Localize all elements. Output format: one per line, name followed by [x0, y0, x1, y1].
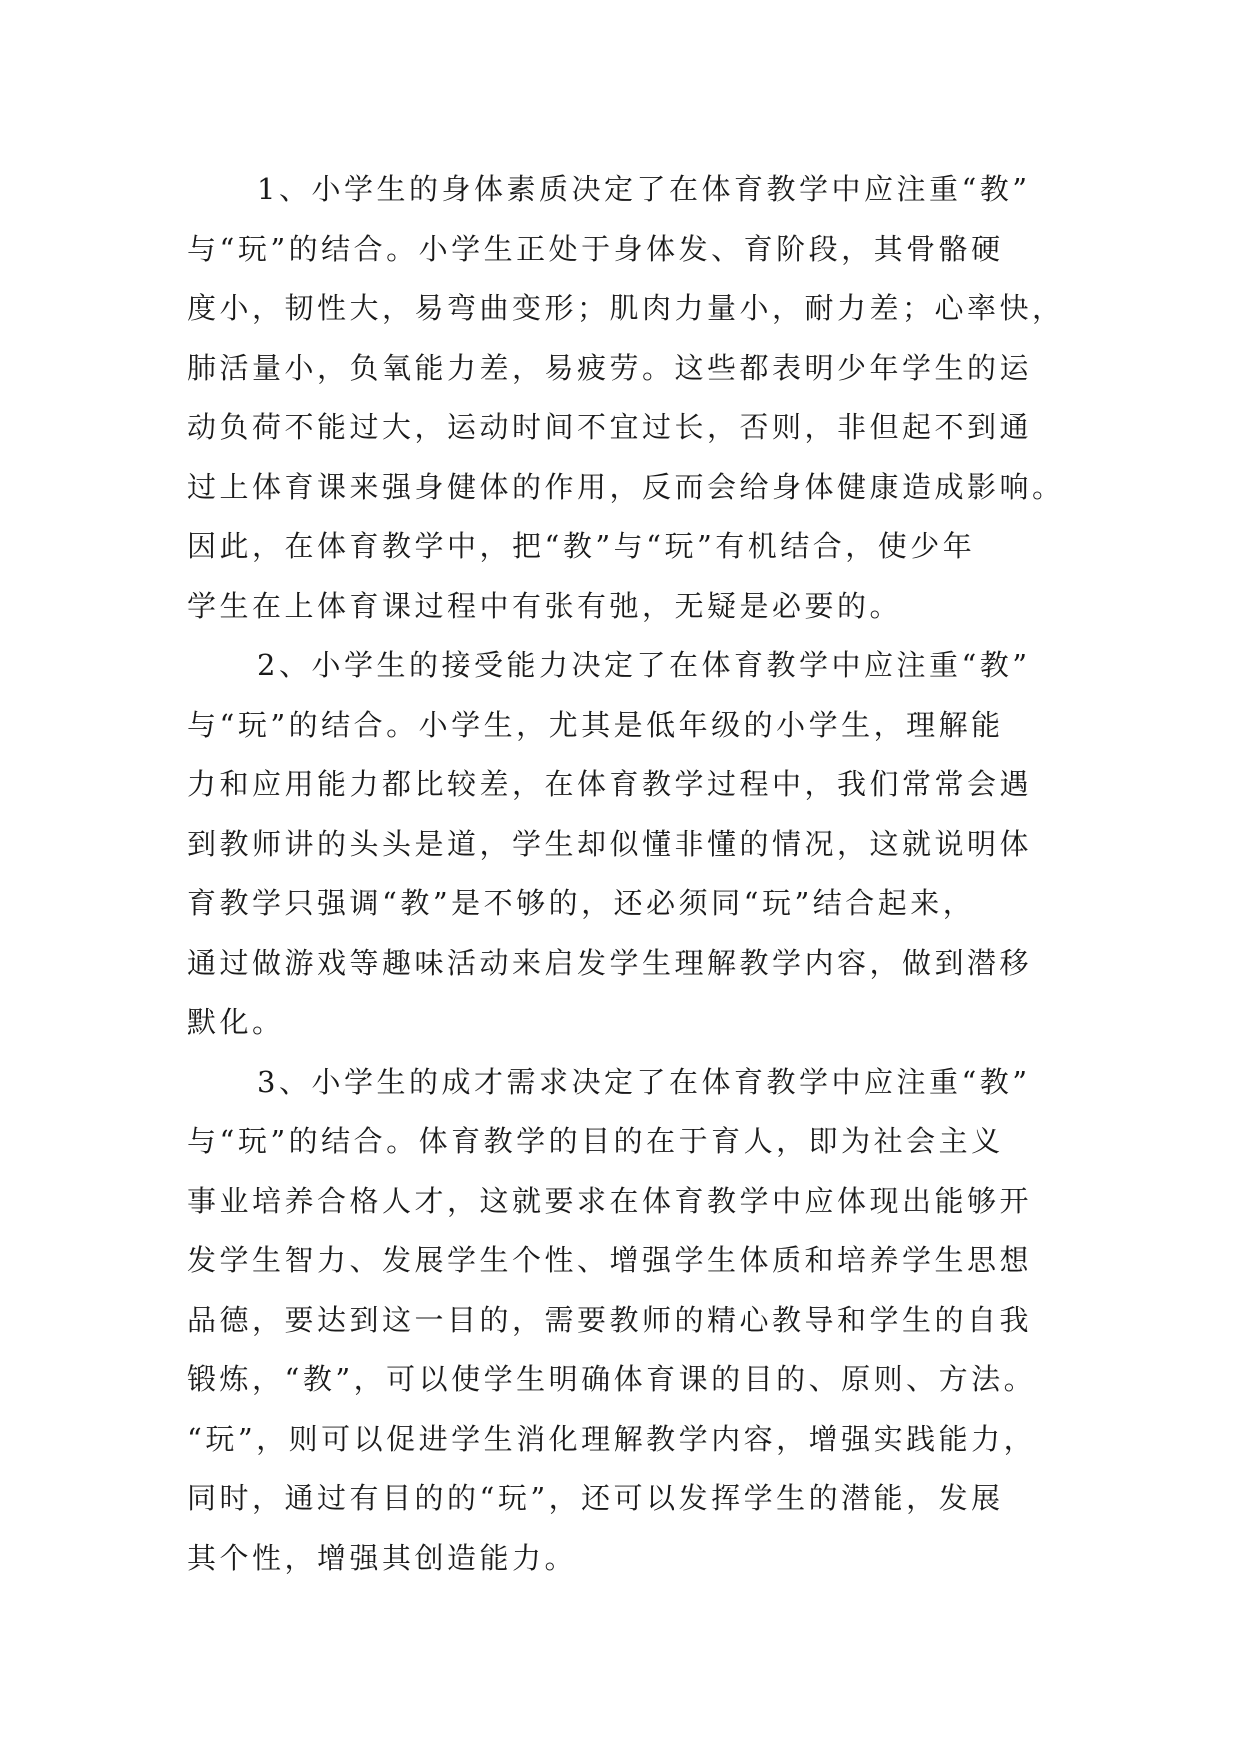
paragraph-line: 学生在上体育课过程中有张有弛，无疑是必要的。 [187, 588, 903, 623]
paragraph-1 [187, 160, 1065, 636]
paragraph-line: 3、小学生的成才需求决定了在体育教学中应注重“教” [257, 1064, 1031, 1099]
paragraph-line: 默化。 [187, 1005, 285, 1039]
paragraph-line: 与“玩”的结合。小学生，尤其是低年级的小学生，理解能 [187, 707, 1004, 742]
paragraph-line: 其个性，增强其创造能力。 [187, 1540, 578, 1575]
paragraph-line: 品德，要达到这一目的，需要教师的精心教导和学生的自我 [187, 1302, 1033, 1337]
paragraph-line: 过上体育课来强身健体的作用，反而会给身体健康造成影响。 [187, 469, 1065, 504]
paragraph-line: 通过做游戏等趣味活动来启发学生理解教学内容，做到潜移 [187, 945, 1033, 980]
paragraph-line: 与“玩”的结合。体育教学的目的在于育人，即为社会主义 [187, 1124, 1004, 1158]
paragraph-line: 1、小学生的身体素质决定了在体育教学中应注重“教” [257, 172, 1031, 206]
paragraph-line: 度小，韧性大，易弯曲变形；肌肉力量小，耐力差；心率快， [187, 291, 1065, 325]
paragraph-2 [187, 636, 1049, 1053]
paragraph-line: 育教学只强调“教”是不够的，还必须同“玩”结合起来， [187, 886, 976, 920]
paragraph-line: 锻炼，“教”，可以使学生明确体育课的目的、原则、方法。 [187, 1362, 1037, 1396]
document-body [187, 160, 1065, 1588]
paragraph-line: 到教师讲的头头是道，学生却似懂非懂的情况，这就说明体 [187, 826, 1033, 861]
paragraph-line: 动负荷不能过大，运动时间不宜过长，否则，非但起不到通 [187, 410, 1033, 444]
paragraph-line: 发学生智力、发展学生个性、增强学生体质和培养学生思想 [187, 1243, 1033, 1277]
paragraph-line: 因此，在体育教学中，把“教”与“玩”有机结合，使少年 [187, 529, 976, 563]
paragraph-line: “玩”，则可以促进学生消化理解教学内容，增强实践能力， [187, 1421, 1037, 1456]
paragraph-line: 肺活量小，负氧能力差，易疲劳。这些都表明少年学生的运 [187, 350, 1033, 385]
paragraph-line: 2、小学生的接受能力决定了在体育教学中应注重“教” [257, 648, 1031, 682]
paragraph-line: 与“玩”的结合。小学生正处于身体发、育阶段，其骨骼硬 [187, 231, 1004, 266]
paragraph-line: 同时，通过有目的的“玩”，还可以发挥学生的潜能，发展 [187, 1481, 1004, 1515]
paragraph-line: 事业培养合格人才，这就要求在体育教学中应体现出能够开 [187, 1183, 1033, 1218]
paragraph-3 [187, 1053, 1049, 1589]
paragraph-line: 力和应用能力都比较差，在体育教学过程中，我们常常会遇 [187, 767, 1033, 801]
